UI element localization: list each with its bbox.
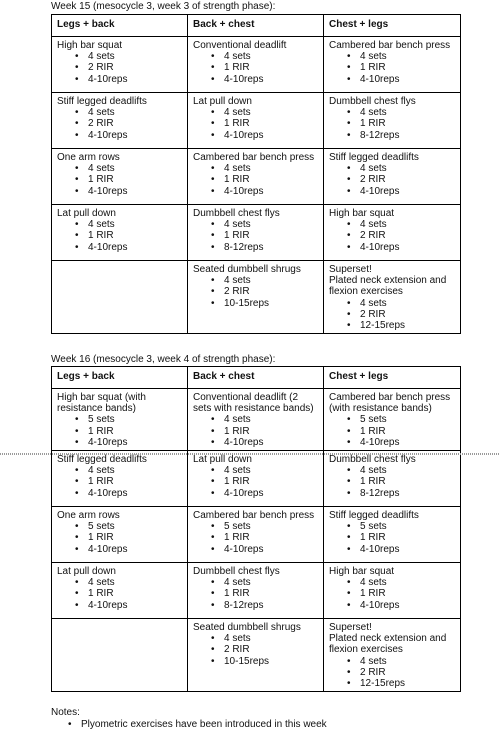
exercise-name: Cambered bar bench press bbox=[193, 510, 315, 522]
exercise-cell bbox=[52, 507, 188, 563]
detail-item: • 4 sets bbox=[329, 298, 456, 309]
detail-item: • 4 sets bbox=[57, 465, 183, 476]
detail-item: • 4 sets bbox=[193, 219, 319, 230]
detail-item: • 4-10reps bbox=[329, 186, 456, 197]
detail-item: • 4-10reps bbox=[329, 437, 456, 448]
exercise-cell bbox=[324, 93, 461, 149]
detail-item: • 1 RIR bbox=[57, 230, 183, 241]
detail-item: • 1 RIR bbox=[329, 62, 456, 73]
detail-item: • 1 RIR bbox=[329, 426, 456, 437]
detail-item: • 4-10reps bbox=[329, 600, 456, 611]
table-row bbox=[52, 149, 461, 205]
detail-item: • 1 RIR bbox=[329, 532, 456, 543]
detail-item: • 4-10reps bbox=[57, 437, 183, 448]
exercise-name: Cambered bar bench press bbox=[329, 40, 451, 51]
detail-item: • 4 sets bbox=[193, 577, 319, 588]
column-header: Chest + legs bbox=[324, 15, 461, 37]
detail-item: • 1 RIR bbox=[193, 230, 319, 241]
exercise-name: Superset! bbox=[329, 622, 372, 634]
exercise-cell bbox=[324, 619, 461, 692]
exercise-cell bbox=[324, 507, 461, 563]
detail-item: • 4 sets bbox=[329, 577, 456, 588]
exercise-details bbox=[329, 521, 456, 555]
week-16-title: Week 16 (mesocycle 3, week 4 of strength phase): bbox=[51, 354, 276, 365]
exercise-cell bbox=[188, 507, 324, 563]
exercise-details bbox=[329, 465, 456, 499]
exercise-cell bbox=[188, 619, 324, 692]
exercise-details bbox=[193, 219, 319, 253]
column-header: Chest + legs bbox=[324, 367, 461, 389]
exercise-cell bbox=[324, 451, 461, 507]
detail-item: • 4 sets bbox=[57, 51, 183, 62]
table-row bbox=[52, 507, 461, 563]
exercise-name: One arm rows bbox=[57, 152, 120, 163]
exercise-name: Conventional deadlift (2 sets with resistance bands) bbox=[193, 392, 314, 415]
exercise-cell bbox=[324, 261, 461, 334]
detail-item: • 5 sets bbox=[329, 521, 456, 532]
exercise-name: Dumbbell chest flys bbox=[193, 566, 280, 578]
exercise-cell bbox=[52, 93, 188, 149]
detail-item: • 2 RIR bbox=[329, 667, 456, 678]
exercise-name: Stiff legged deadlifts bbox=[57, 454, 147, 466]
exercise-details bbox=[329, 219, 456, 253]
detail-item: • 4-10reps bbox=[193, 186, 319, 197]
exercise-cell bbox=[188, 563, 324, 619]
table-header-row bbox=[52, 15, 461, 37]
exercise-name: Cambered bar bench press (with resistance bands) bbox=[329, 392, 451, 415]
detail-item: • 2 RIR bbox=[57, 118, 183, 129]
detail-item: • 4-10reps bbox=[57, 74, 183, 85]
exercise-name: Dumbbell chest flys bbox=[329, 96, 416, 107]
exercise-name: Seated dumbbell shrugs bbox=[193, 622, 301, 634]
exercise-cell bbox=[52, 205, 188, 261]
exercise-cell bbox=[324, 37, 461, 93]
detail-item: • 1 RIR bbox=[193, 118, 319, 129]
page-break-divider bbox=[0, 453, 499, 455]
exercise-details bbox=[57, 107, 183, 141]
notes-list bbox=[51, 719, 471, 731]
exercise-details bbox=[193, 633, 319, 667]
detail-item: • 1 RIR bbox=[193, 426, 319, 437]
detail-item: • 4-10reps bbox=[193, 544, 319, 555]
detail-item: • 4-10reps bbox=[193, 488, 319, 499]
detail-item: • 4-10reps bbox=[57, 186, 183, 197]
detail-item: • 4 sets bbox=[329, 51, 456, 62]
exercise-name: Conventional deadlift bbox=[193, 40, 287, 51]
detail-item: • 4-10reps bbox=[57, 130, 183, 141]
exercise-name: High bar squat bbox=[329, 566, 395, 578]
exercise-name: Cambered bar bench press bbox=[193, 152, 315, 163]
detail-item: • 1 RIR bbox=[329, 118, 456, 129]
exercise-details bbox=[329, 414, 456, 448]
detail-item: • 8-12reps bbox=[193, 600, 319, 611]
table-row bbox=[52, 619, 461, 692]
exercise-cell bbox=[188, 205, 324, 261]
exercise-name: Lat pull down bbox=[57, 566, 116, 578]
exercise-cell bbox=[188, 149, 324, 205]
notes-label: Notes: bbox=[51, 707, 80, 718]
detail-item: • 10-15reps bbox=[193, 298, 319, 309]
detail-item: • 1 RIR bbox=[193, 532, 319, 543]
exercise-details bbox=[329, 163, 456, 197]
detail-item: • 4-10reps bbox=[57, 242, 183, 253]
exercise-details bbox=[193, 414, 319, 448]
exercise-name: Plated neck extension and flexion exercises bbox=[329, 275, 447, 298]
exercise-cell bbox=[52, 563, 188, 619]
exercise-cell bbox=[324, 205, 461, 261]
exercise-details bbox=[193, 51, 319, 85]
week-15-title: Week 15 (mesocycle 3, week 3 of strength phase): bbox=[51, 1, 276, 12]
detail-item: • 8-12reps bbox=[329, 130, 456, 141]
detail-item: • 1 RIR bbox=[57, 532, 183, 543]
detail-item: • 1 RIR bbox=[57, 588, 183, 599]
exercise-name: One arm rows bbox=[57, 510, 120, 522]
exercise-cell bbox=[52, 149, 188, 205]
detail-item: • 4 sets bbox=[329, 656, 456, 667]
detail-item: • 4 sets bbox=[57, 219, 183, 230]
detail-item: • 8-12reps bbox=[193, 242, 319, 253]
exercise-cell bbox=[188, 261, 324, 334]
exercise-cell bbox=[324, 563, 461, 619]
exercise-details bbox=[193, 163, 319, 197]
exercise-name: Stiff legged deadlifts bbox=[57, 96, 147, 107]
detail-item: • 2 RIR bbox=[57, 62, 183, 73]
detail-item: • 4-10reps bbox=[57, 488, 183, 499]
column-header: Back + chest bbox=[188, 367, 324, 389]
exercise-cell bbox=[188, 37, 324, 93]
detail-item: • 5 sets bbox=[57, 521, 183, 532]
detail-item: • 5 sets bbox=[57, 414, 183, 425]
detail-item: • 12-15reps bbox=[329, 678, 456, 689]
exercise-details bbox=[57, 465, 183, 499]
detail-item: • 2 RIR bbox=[193, 286, 319, 297]
detail-item: • 4 sets bbox=[329, 219, 456, 230]
exercise-cell bbox=[52, 261, 188, 334]
table-row bbox=[52, 93, 461, 149]
detail-item: • 1 RIR bbox=[193, 476, 319, 487]
exercise-name: Superset! bbox=[329, 264, 372, 275]
detail-item: • 4-10reps bbox=[329, 242, 456, 253]
exercise-details bbox=[193, 577, 319, 611]
detail-item: • 4-10reps bbox=[193, 74, 319, 85]
exercise-details bbox=[57, 219, 183, 253]
exercise-cell bbox=[324, 149, 461, 205]
detail-item: • 1 RIR bbox=[329, 588, 456, 599]
exercise-name: Dumbbell chest flys bbox=[193, 208, 280, 219]
detail-item: • 4-10reps bbox=[193, 437, 319, 448]
exercise-cell bbox=[188, 451, 324, 507]
exercise-details bbox=[57, 414, 183, 448]
exercise-details bbox=[57, 51, 183, 85]
exercise-details bbox=[57, 577, 183, 611]
detail-item: • 4 sets bbox=[193, 465, 319, 476]
exercise-name: Lat pull down bbox=[57, 208, 116, 219]
exercise-details bbox=[193, 107, 319, 141]
detail-item: • 2 RIR bbox=[329, 230, 456, 241]
exercise-name: Plated neck extension and flexion exercises bbox=[329, 633, 447, 656]
exercise-cell bbox=[52, 37, 188, 93]
detail-item: • 12-15reps bbox=[329, 320, 456, 331]
detail-item: • 4-10reps bbox=[57, 600, 183, 611]
exercise-cell bbox=[52, 451, 188, 507]
detail-item: • 1 RIR bbox=[329, 476, 456, 487]
detail-item: • 4 sets bbox=[329, 163, 456, 174]
detail-item: • 2 RIR bbox=[329, 174, 456, 185]
detail-item: • 4 sets bbox=[193, 51, 319, 62]
exercise-details bbox=[193, 275, 319, 309]
exercise-details bbox=[329, 577, 456, 611]
detail-item: • 4 sets bbox=[57, 163, 183, 174]
detail-item: • 4 sets bbox=[57, 107, 183, 118]
exercise-name: Stiff legged deadlifts bbox=[329, 152, 419, 163]
detail-item: • 1 RIR bbox=[57, 426, 183, 437]
column-header: Back + chest bbox=[188, 15, 324, 37]
exercise-name: High bar squat bbox=[329, 208, 395, 219]
exercise-details bbox=[329, 51, 456, 85]
exercise-details bbox=[193, 465, 319, 499]
detail-item: • 4 sets bbox=[193, 275, 319, 286]
table-row bbox=[52, 389, 461, 451]
exercise-name: Lat pull down bbox=[193, 96, 252, 107]
detail-item: • 4-10reps bbox=[57, 544, 183, 555]
table-row bbox=[52, 563, 461, 619]
detail-item: • 4-10reps bbox=[329, 74, 456, 85]
exercise-details bbox=[329, 656, 456, 690]
week-16-table bbox=[51, 366, 461, 692]
detail-item: • 4 sets bbox=[57, 577, 183, 588]
table-row bbox=[52, 205, 461, 261]
detail-item: • 1 RIR bbox=[57, 476, 183, 487]
column-header: Legs + back bbox=[52, 15, 188, 37]
detail-item: • 4 sets bbox=[193, 107, 319, 118]
detail-item: • 2 RIR bbox=[329, 309, 456, 320]
exercise-name: Stiff legged deadlifts bbox=[329, 510, 419, 522]
detail-item: • 10-15reps bbox=[193, 656, 319, 667]
detail-item: • 4 sets bbox=[193, 633, 319, 644]
exercise-details bbox=[193, 521, 319, 555]
note-item: • Plyometric exercises have been introduced in this week bbox=[51, 719, 471, 731]
exercise-details bbox=[57, 521, 183, 555]
table-header-row bbox=[52, 367, 461, 389]
exercise-cell bbox=[52, 619, 188, 692]
exercise-name: Seated dumbbell shrugs bbox=[193, 264, 301, 275]
week-15-table bbox=[51, 14, 461, 334]
exercise-cell bbox=[188, 93, 324, 149]
detail-item: • 2 RIR bbox=[193, 644, 319, 655]
exercise-details bbox=[329, 107, 456, 141]
detail-item: • 5 sets bbox=[193, 521, 319, 532]
exercise-details bbox=[329, 298, 456, 332]
exercise-details bbox=[57, 163, 183, 197]
detail-item: • 1 RIR bbox=[193, 588, 319, 599]
exercise-cell bbox=[52, 389, 188, 451]
detail-item: • 1 RIR bbox=[57, 174, 183, 185]
exercise-name: High bar squat (with resistance bands) bbox=[57, 392, 146, 415]
detail-item: • 4 sets bbox=[193, 414, 319, 425]
detail-item: • 1 RIR bbox=[193, 174, 319, 185]
table-row bbox=[52, 37, 461, 93]
exercise-cell bbox=[188, 389, 324, 451]
detail-item: • 4-10reps bbox=[193, 130, 319, 141]
detail-item: • 5 sets bbox=[329, 414, 456, 425]
exercise-name: High bar squat bbox=[57, 40, 123, 51]
exercise-cell bbox=[324, 389, 461, 451]
table-row bbox=[52, 261, 461, 334]
exercise-name: Lat pull down bbox=[193, 454, 252, 466]
detail-item: • 1 RIR bbox=[193, 62, 319, 73]
table-row bbox=[52, 451, 461, 507]
detail-item: • 4 sets bbox=[193, 163, 319, 174]
detail-item: • 4 sets bbox=[329, 465, 456, 476]
detail-item: • 4-10reps bbox=[329, 544, 456, 555]
detail-item: • 4 sets bbox=[329, 107, 456, 118]
detail-item: • 8-12reps bbox=[329, 488, 456, 499]
column-header: Legs + back bbox=[52, 367, 188, 389]
exercise-name: Dumbbell chest flys bbox=[329, 454, 416, 466]
